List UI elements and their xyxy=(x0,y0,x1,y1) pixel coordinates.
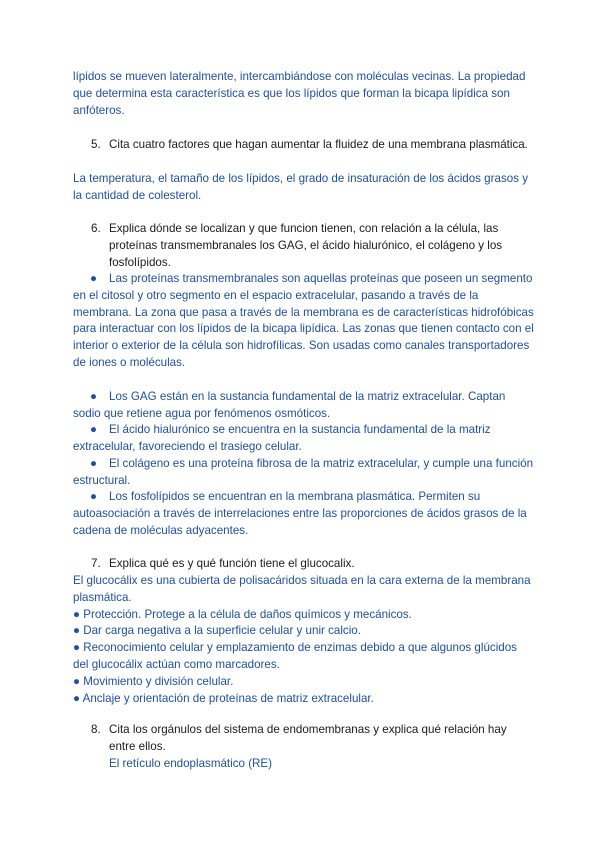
bullet-glyph: ● xyxy=(90,490,98,503)
question-5-number: 5. xyxy=(91,138,101,151)
bullet-transmembrane xyxy=(73,271,535,372)
intro-paragraph: lípidos se mueven lateralmente, intercambiándose con moléculas vecinas. La propiedad que determina esta característica es que los lípidos que forman la bicapa lipídica son anfóteros. xyxy=(73,70,526,117)
bullet-transmembrane-head: Las proteínas transmembranales son aquellas proteínas que poseen un segmento xyxy=(109,272,533,285)
question-6 xyxy=(73,221,533,271)
bullet-phospholipids xyxy=(73,489,535,539)
bullet-glyph: ● xyxy=(90,272,98,285)
bullet-phospholipids-text: Los fosfolípidos se encuentran en la membrana plasmática. Permiten su autoasociación a través de interrelaciones entre las proporciones de ácidos grasos de la cadena de moléculas adyacentes. xyxy=(73,490,527,537)
bullet-glyph: ● xyxy=(90,423,98,436)
bullet-collagen-text: El colágeno es una proteína fibrosa de la matriz extracelular, y cumple una función estructural. xyxy=(73,457,534,487)
answer-7-item: ● Dar carga negativa a la superficie celular y unir calcio. xyxy=(73,624,361,638)
question-5 xyxy=(73,137,533,154)
bullet-transmembrane-cont: en el citosol y otro segmento en el espacio extracelular, pasando a través de la membrana. La zona que pasa a través de la membrana es de características hidrofóbicas para interactuar con los lípidos de la bicapa lipídica. Las zonas que tienen contacto con el interior o exterior de la célula son hidrofílicas. Son usadas como canales transportadores de iones o moléculas. xyxy=(73,288,534,369)
question-6-number: 6. xyxy=(91,222,101,235)
question-6-text: Explica dónde se localizan y que funcion tienen, con relación a la célula, las proteínas transmembranales los GAG, el ácido hialurónico, el colágeno y los fosfolípidos. xyxy=(109,222,503,269)
question-8-number: 8. xyxy=(91,723,101,736)
answer-7-item: ● Protección. Protege a la célula de daños químicos y mecánicos. xyxy=(73,607,412,621)
answer-8: El retículo endoplasmático (RE) xyxy=(109,756,273,770)
bullet-glyph: ● xyxy=(90,390,98,403)
question-7 xyxy=(73,556,533,573)
question-7-text: Explica qué es y qué función tiene el glucocalix. xyxy=(109,557,355,570)
question-5-text: Cita cuatro factores que hagan aumentar la fluidez de una membrana plasmática. xyxy=(109,138,528,151)
question-7-number: 7. xyxy=(91,557,101,570)
question-8 xyxy=(73,722,533,772)
bullet-gag xyxy=(73,389,535,423)
bullet-glyph: ● xyxy=(90,457,98,470)
answer-7 xyxy=(73,573,535,707)
bullet-gag-text: Los GAG están en la sustancia fundamental de la matriz extracelular. Captan sodio que retiene agua por fenómenos osmóticos. xyxy=(73,390,506,420)
question-8-text: Cita los orgánulos del sistema de endomembranas y explica qué relación hay entre ellos. xyxy=(109,723,507,753)
bullet-collagen xyxy=(73,456,535,490)
answer-7-definition: El glucocálix es una cubierta de polisacáridos situada en la cara externa de la membrana plasmática. xyxy=(73,574,531,604)
bullet-hyaluronic xyxy=(73,422,535,456)
answer-7-item: ● Anclaje y orientación de proteínas de matriz extracelular. xyxy=(73,691,374,705)
answer-5: La temperatura, el tamaño de los lípidos, el grado de insaturación de los ácidos grasos y la cantidad de colesterol. xyxy=(73,172,528,202)
bullet-hyaluronic-text: El ácido hialurónico se encuentra en la sustancia fundamental de la matriz extracelular, favoreciendo el trasiego celular. xyxy=(73,423,491,453)
answer-7-item: ● Reconocimiento celular y emplazamiento de enzimas debido a que algunos glúcidos del glucocálix actúan como marcadores. xyxy=(73,641,517,671)
answer-7-item: ● Movimiento y división celular. xyxy=(73,674,234,688)
